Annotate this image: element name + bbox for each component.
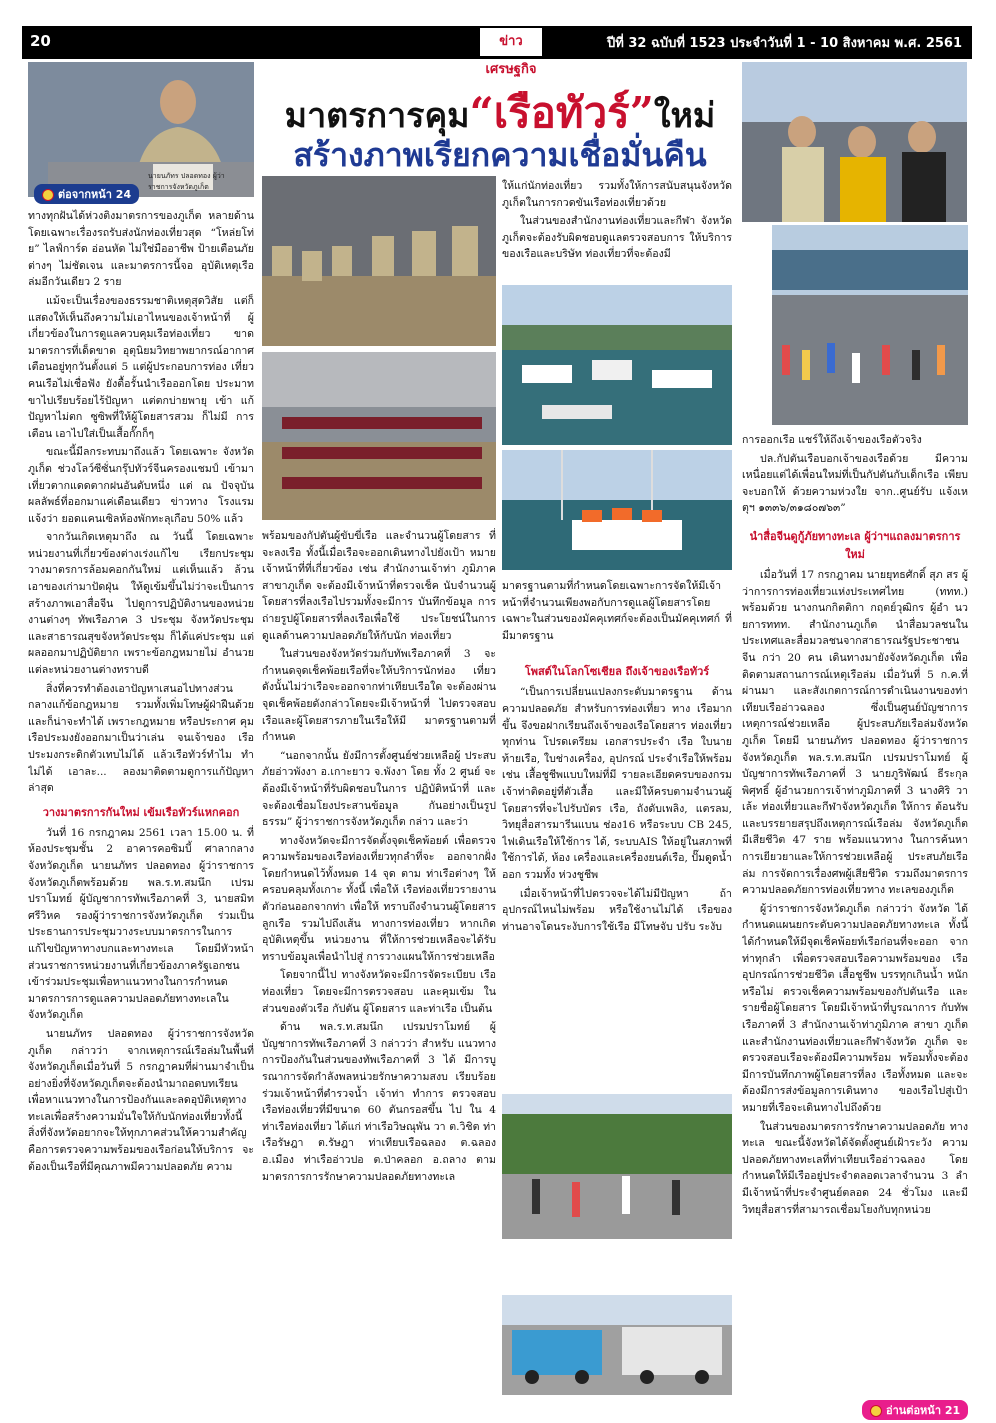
headline-pre: มาตรการคุม	[284, 96, 470, 136]
column-1	[28, 208, 254, 1398]
col3-para: ในส่วนของสำนักงานท่องเที่ยวและกีฬา จังหวัดภูเก็ตจะต้องรับผิดชอบดูแลตรวจสอบการ ให้บริการของเรือและบริษัท ท่องเที่ยวที่จะต้องมี	[502, 215, 732, 261]
col4-para: ปล.กัปตันเรือบอกเจ้าของเรือด้วย มีความ เหนื่อยแต่ได้เพื่อนใหม่ที่เป็นกัปตันกับเด็กเรือ เพียบ จะบอกให้ ด้วยความห่วงใย จาก..ศูนย์รับ แจ้งเหตุฯ ๑๓๓๖/๓๑๘๐๗๖๓”	[742, 452, 968, 515]
col3-para: “เป็นการเปลี่ยนแปลงกระดับมาตรฐาน ด้านความปลอดภัย สำหรับการท่องเที่ยว ทาง เรือมากขึ้น จึงขอฝากเรียนถึงเจ้าของเรือโดยสาร ท่องเที่ยวทุกท่าน โปรดเตรียม เอกสารประจำ เรือ ใบนายท้ายเรือ, ใบช่างเครื่อง, อุปกรณ์ ประจำเรือให้พร้อม เช่น เสื้อชูชีพแบบใหม่ที่มี รายละเอียดครบของกรมเจ้าท่าติดอยู่ที่ตัวเสื้อ และมีให้ครบตามจำนวนผู้โดยสารที่จะไปรับบัตร เรือ, ถังดับเพลิง, แตรลม, วิทยุสื่อสารมารีนแบน ช่อง16 หรือระบบ CB 245, ไฟเดินเรือให้ใช้การ ได้, ระบบAIS ให้อยู่ในสภาพที่ใช้การได้, ห้อง เครื่องและเครื่องยนต์เรือ, ปั๊มดูดน้ำออก รวมทั้ง ห่วงชูชีพ	[502, 686, 732, 881]
col4-para: ในส่วนของมาตรการรักษาความปลอดภัย ทางทะเล ขณะนี้จังหวัดได้จัดตั้งศูนย์เฝ้าระวัง ความปลอดภัยทางทะเลที่ท่าเทียบเรืออ่าวฉลอง โดยกำหนดให้มีเรืออยู่ประจำตลอดเวลาจำนวน 3 ลำ มีเจ้าหน้าที่ประจำศูนย์ตลอด 24 ชั่วโมง และมีวิทยุสื่อสารที่สามารถเชื่อมโยงกับทุกหน่วย	[742, 1120, 968, 1216]
issue-info: ปีที่ 32 ฉบับที่ 1523 ประจำวันที่ 1 - 10 สิงหาคม พ.ศ. 2561	[607, 36, 962, 51]
col1-para: ขณะนี้มีลกระทบมาถึงแล้ว โดยเฉพาะ จังหวัดภูเก็ต ช่วงโลว์ซีซั่นกรุ๊ปทัวร์จีนครองแชมป์ เข้ามาเที่ยวตากแดดตากฝนอันดับหนึ่ง แต่ ณ ปัจจุบันผลลัพธ์ที่ออกมาแค่เดือนเดียว ข่าวทาง โรงแรมแจ้งว่า ยอดแคนเซิลห้องพักทะลุเกือบ 50% แล้ว	[28, 446, 254, 525]
meeting-illustration	[262, 176, 496, 346]
continued-from-text: ต่อจากหน้า 24	[58, 188, 132, 201]
col4-para: ผู้ว่าราชการจังหวัดภูเก็ต กล่าวว่า จังหวัด ได้กำหนดแผนยกระดับความปลอดภัยทางทะเล ทั้งนี้ได้กำหนดให้มีจุดเช็คพ้อยท์เรือก่อนที่จะออก จากท่าทุกลำ เพื่อตรวจสอบเรือความพร้อมของ เรือ อุปกรณ์การช่วยชีวิต เสื้อชูชีพ บรรทุกเกินน้ำ หนักหรือไม่ ตรวจเช็คความพร้อมของกัปตันเรือ และรายชื่อผู้โดยสาร โดยมีเจ้าหน้าที่บูรณาการ กับทัพเรือภาคที่ 3 สำนักงานเจ้าท่าภูมิภาค สาขา ภูเก็ต และสำนักงานท่องเที่ยวและกีฬาจังหวัด ภูเก็ต จะตรวจสอบเรือจะต้องมีความพร้อม พร้อมทั้งจะต้องมีการบันทึกภาพผู้โดยสารที่ลง เรือทั้งหมด และจะต้องมีการส่งข้อมูลการเดินทาง ของเรือไปสู่เป้าหมายที่เรือจะเดินทางไปถึงด้วย	[742, 902, 968, 1114]
col2-para: ในส่วนของจังหวัดร่วมกับทัพเรือภาคที่ 3 จะกำหนดจุดเช็คพ้อยเรือที่จะให้บริการนักท่อง เที่ยว ดังนั้นไม่ว่าเรือจะออกจากท่าเทียบเรือใด จะต้องผ่านจุดเช็คพ้อยดังกล่าวโดยจะมีเจ้าหน้าที่ ไปตรวจสอบเรือและผู้โดยสารภายในเรือให้มี มาตรฐานตามที่กำหนด	[262, 648, 496, 744]
column-3-mid	[502, 578, 732, 1088]
col2-para: โดยจากนี้ไป ทางจังหวัดจะมีการจัดระเบียบ เรือท่องเที่ยว โดยจะมีการตรวจสอบ และคุมเข้ม ในส่วนของตัวเรือ กัปตัน ผู้โดยสาร และท่าเรือ เป็นต้น	[262, 969, 496, 1015]
headline-emphasis: “เรือทัวร์”	[469, 88, 654, 137]
col1-subhead: วางมาตรการกันใหม่ เข้มเรือทัวร์แหกคอก	[42, 805, 240, 819]
col2-para: ด้าน พล.ร.ท.สมนึก เปรมปราโมทย์ ผู้ บัญชาการทัพเรือภาคที่ 3 กล่าวว่า สำหรับ แนวทางการป้องกันในส่วนของทัพเรือภาคที่ 3 ได้ มีการบูรณาการจัดกำลังพลหน่วยรักษาความสงบ เรียบร้อย ร่วมเจ้าหน้าที่ตำรวจน้ำ เจ้าท่า ทำการ ตรวจสอบเรือท่องเที่ยวที่มีขนาด 60 ตันกรอสขึ้น ไป ใน 4 ท่าเรือท่องเที่ยว ได้แก่ ท่าเรือวิษณุพัน วา ต.วิชิต ท่าเรือรัษฎา ต.รัษฎา ท่าเทียบเรือฉลอง ต.ฉลอง อ.เมือง ท่าเรืออ่าวปอ ต.ป่าคลอก อ.ถลาง ตามมาตรการการรักษาความปลอดภัยทางทะเล	[262, 1021, 496, 1183]
meeting-hall-illustration	[262, 352, 496, 520]
header-bar	[22, 26, 972, 77]
col2-para: พร้อมของกัปตันผู้ขับขี่เรือ และจำนวนผู้โดยสาร ที่จะลงเรือ ทั้งนี้เมื่อเรือจะออกเดินทางไปยังเป้า หมายเจ้าหน้าที่ที่เกี่ยวข้อง เช่น สำนักงานเจ้าท่า ภูมิภาคสาขาภูเก็ต จะต้องมีเจ้าหน้าที่ตรวจเช็ค นับจำนวนผู้โดยสารที่ลงเรือไปรวมทั้งจะมีการ บันทึกข้อมูล การถ่ายรูปผู้โดยสารที่ลงเรือเพื่อใช้ ประโยชน์ในการดูแลด้านความปลอดภัยให้กับนัก ท่องเที่ยว	[262, 530, 496, 642]
continued-to-label	[862, 1400, 968, 1420]
page-number: 20	[30, 32, 51, 50]
bullet-icon	[42, 189, 54, 201]
tourists-illustration	[502, 1094, 732, 1239]
col1-para: แม้จะเป็นเรื่องของธรรมชาติเหตุสุดวิสัย แต่ก็แสดงให้เห็นถึงความไม่เอาไหนของเจ้าหน้าที่ ผู้เกี่ยวข้องในการดูแลควบคุมเรือท่องเที่ยว ขาด มาตรการที่เด็ดขาด อุตุนิยมวิทยาพยากรณ์อากาศ เตือนอยู่ทุกวันตั้งแต่ 5 แต่ผู้ประกอบการท่อง เที่ยว คนเรือไม่เชื่อฟัง ยังตื้อรั้นนำเรือออกโดย ประมาท ขาไปเรียบร้อยไร้ปัญหา แต่ตกบ่ายพายุ เข้า แก้ปัญหาไม่ตก ซูซิพที่ให้ผู้โดยสารสวม ก็ไม่มี การเตือน เอาไปใส่เป็นเสื้อกั๊กก็ๆ	[28, 294, 254, 440]
column-3-top	[502, 178, 732, 278]
col2-para: “นอกจากนั้น ยังมีการตั้งศูนย์ช่วยเหลือผู้ ประสบภัยอ่าวพังงา อ.เกาะยาว จ.พังงา โดย ทั้ง 2 ศูนย์ จะต้องมีเจ้าหน้าที่รับผิดชอบในการ ปฏิบัติหน้าที่ และจะต้องเชื่อมโยงประสานข้อมูล กันอย่างเป็นรูปธรรม” ผู้ว่าราชการจังหวัดภูเก็ต กล่าว และว่า	[262, 749, 496, 829]
col3-para: มาตรฐานตามที่กำหนดโดยเฉพาะการจัดให้มีเจ้า หน้าที่จำนวนเพียงพอกับการดูแลผู้โดยสารโดย เฉพาะในส่วนของมัคคุเทศก์จะต้องเป็นมัคคุเทศก์ ที่มีมาตรฐาน	[502, 580, 732, 642]
photo-meeting-2	[262, 352, 496, 520]
col4-subhead: นำสื่อจีนดูกู้ภัยทางทะเล ผู้ว่าฯแถลงมาตรการใหม่	[749, 529, 961, 561]
photo-marina-1	[502, 285, 732, 445]
photo-pier-crowd	[772, 225, 968, 425]
col4-para: การออกเรือ แชร์ให้ถึงเจ้าของเรือตัวจริง	[742, 434, 922, 446]
column-2	[262, 528, 496, 1398]
headline-line2: สร้างภาพเรียกความเชื่อมั่นคืน	[293, 136, 707, 174]
photo-tourists-street	[502, 1094, 732, 1239]
photo-officials-pier	[742, 62, 967, 222]
col3-para: เมื่อเจ้าหน้าที่ไปตรวจจะได้ไม่มีปัญหา ถ้า อุปกรณ์ไหนไม่พร้อม หรือใช้งานไม่ได้ เรือของ ท่านอาจโดนระงับการใช้เรือ มีโทษจับ ปรับ ระงับ	[502, 887, 732, 933]
col1-para: วันที่ 16 กรกฎาคม 2561 เวลา 15.00 น. ที่ห้องประชุมชั้น 2 อาคารคอซิมบี้ ศาลากลาง จังหวัดภูเก็ต นายนภัทร ปลอดทอง ผู้ว่าราชการ จังหวัดภูเก็ตพร้อมด้วย พล.ร.ท.สมนึก เปรม ปราโมทย์ ผู้บัญชาการทัพเรือภาคที่ 3, นายสมิท ศรีวิหค รองผู้ว่าราชการจังหวัดภูเก็ต ร่วมเป็น ประธานการประชุมวางระบบมาตรการในการ แก้ไขปัญหาทางบกและทางทะเล โดยมีหัวหน้า ส่วนราชการหน่วยงานที่เกี่ยวข้องภาครัฐเอกชน เข้าร่วมประชุมเพื่อหาแนวทางในการกำหนด มาตรการการดูแลความปลอดภัยทางทะเลใน จังหวัดภูเก็ต	[28, 826, 254, 1022]
continued-to-text: อ่านต่อหน้า 21	[886, 1404, 961, 1417]
newspaper-logo: ข่าวเศรษฐกิจ	[480, 28, 542, 56]
col1-para: จากวันเกิดเหตุมาถึง ณ วันนี้ โดยเฉพาะ หน่วยงานที่เกี่ยวข้องต่างเร่งแก้ไข เรียกประชุม วางมาตรการล้อมคอกกันใหม่ แต่เห็นแล้ว ล้วน เอาของเก่ามาปัดฝุ่น ให้ดูเข้มขึ้นไม่ว่าจะเป็นการ สร้างภาพเอาสื่อจีน ไปดูการปฏิบัติงานของหน่วย งานต่างๆ ทัพเรือภาค 3 ประชุม จังหวัดประชุม และสาธารณสุขจังหวัดประชุม ก็ได้แค่ประชุม แต่ผลออกมาปฏิบัติยาก เพราะข้อกฎหมายไม่ อำนวย แต่ละหน่วยงานต่างทราบดี	[28, 531, 254, 677]
photo-governor	[28, 62, 254, 197]
col3-para: ให้แก่นักท่องเที่ยว รวมทั้งให้การสนับสนุนจังหวัด ภูเก็ตในการกวดขันเรือท่องเที่ยวด้วย	[502, 180, 732, 209]
col3-subhead: โพสต์ในโลกโซเชียล ถึงเจ้าของเรือทัวร์	[524, 665, 710, 679]
bullet-icon	[870, 1405, 882, 1417]
officials-illustration	[742, 62, 967, 222]
column-4	[742, 432, 968, 1392]
col4-para: เมื่อวันที่ 17 กรกฎาคม นายยุทธศักดิ์ สุภ สร ผู้ว่าการการท่องเที่ยวแห่งประเทศไทย (ททท.) พร้อมด้วย นางกนกกิตติกา กฤตย์วุฒิกร ผู้อำ นวยการททท. สำนักงานภูเก็ต นำสื่อมวลชนใน ประเทศและสื่อมวลชนจากสาธารณรัฐประชาชน จีน กว่า 20 คน เดินทางมายังจังหวัดภูเก็ต เพื่อ ติดตามสถานการณ์เหตุเรือล่ม เมื่อวันที่ 5 ก.ค.ที่ ผ่านมา และสังเกตการณ์การดำเนินงานของท่า เทียบเรืออ่าวฉลอง ซึ่งเป็นศูนย์บัญชาการ เหตุการณ์ช่วยเหลือ ผู้ประสบภัยเรือล่มจังหวัด ภูเก็ต โดยมี นายนภัทร ปลอดทอง ผู้ว่าราชการ จังหวัดภูเก็ต พล.ร.ท.สมนึก เปรมปราโมทย์ ผู้ บัญชาการทัพเรือภาคที่ 3 นายภูริพัฒน์ ธีระกุล พิศุทธิ์ ผู้อำนวยการเจ้าท่าภูมิภาคที่ 3 นางศิริ วาเล้ะ ท่องเที่ยวและกีฬาจังหวัดภูเก็ต ให้การ ต้อนรับและบรรยายสรุปถึงเหตุการณ์เรือล่ม จังหวัดภูเก็ต มีเสียชีวิต 47 ราย พร้อมแนวทาง ในการค้นหา การเยียวยาและให้การช่วยเหลือผู้ ประสบภัยเรือล่ม การจัดการเรื่องศพผู้เสียชีวิต รวมถึงมาตรการความปลอดภัยการท่องเที่ยวทาง ทะเลของภูเก็ต	[742, 568, 968, 897]
buses-illustration	[502, 1295, 732, 1395]
pier-crowd-illustration	[772, 225, 968, 425]
col1-para: สิ่งที่ควรทำต้องเอาปัญหาเสนอไปทางส่วน กลางแก้ข้อกฎหมาย รวมทั้งเพิ่มโทษผู้ฝ่าฝืนด้วย และก็น่าจะทำได้ เพราะกฎหมาย หรือประกาศ คุมเรือประมงยังออกมาเป็นว่าเล่น จนเจ้าของ เรือประมงกระดิกตัวเทบไม่ได้ แล้วเรือทัวร์ทำไม ทำไม่ได้ เอาละ... ลองมาติดตามดูการแก้ปัญหา ล่าสุด	[28, 682, 254, 795]
photo-caption: นายนภัทร ปลอดทอง ผู้ว่าราชการจังหวัดภูเก็ต	[148, 172, 225, 191]
photo-tour-buses	[502, 1295, 732, 1395]
catamaran-illustration	[502, 450, 732, 570]
headline-post: ใหม่	[653, 96, 716, 136]
photo-meeting-1	[262, 176, 496, 346]
col1-para: นายนภัทร ปลอดทอง ผู้ว่าราชการจังหวัด ภูเก็ต กล่าวว่า จากเหตุการณ์เรือล่มในพื้นที่ จังหวัดภูเก็ตเมื่อวันที่ 5 กรกฎาคมที่ผ่านมาจำเป็น อย่างยิ่งที่จังหวัดภูเก็ตจะต้องนำมาถอดบทเรียน เพื่อหาแนวทางในการป้องกันและลดอุบัติเหตุทาง ทะเลเพื่อสร้างความมั่นใจให้กับนักท่องเที่ยวทั้งนี้ สิ่งที่จังหวัดอยากจะให้ทุกภาคส่วนให้ความสำคัญ คือการตรวจความพร้อมของเรือก่อนให้บริการ จะต้องเป็นเรือที่มีคุณภาพมีความปลอดภัย ความ	[28, 1027, 254, 1173]
col2-para: ทางจังหวัดจะมีการจัดตั้งจุดเช็คพ้อยต์ เพื่อตรวจความพร้อมของเรือท่องเที่ยวทุกลำที่จะ ออกจากฝั่ง โดยกำหนดไว้ทั้งหมด 14 จุด ตาม ท่าเรือต่างๆ ให้ครอบคลุมทั้งเกาะ ทั้งนี้ เพื่อให้ เรือท่องเที่ยวรายงานตัวก่อนออกจากท่า เพื่อให้ ทราบถึงจำนวนผู้โดยสาร ลูกเรือ รวมไปถึงเส้น ทางการท่องเที่ยว หากเกิดอุบัติเหตุขึ้น หน่วยงาน ที่ให้การช่วยเหลือจะได้รับทราบข้อมูลเพื่อนำไปสู่ การวางแผนให้การช่วยเหลือ	[262, 834, 496, 963]
marina-illustration	[502, 285, 732, 445]
continued-from-label	[34, 184, 139, 204]
photo-marina-2	[502, 450, 732, 570]
col1-para: ทางทุกฝันได้ห่วงติงมาตรการของภูเก็ต หลายด้าน โดยเฉพาะเรื่องรถรับส่งนักท่องเที่ยวสุด “โหล่ยโท่ย” ไลฟ์การ์ด อ่อนหัด ไม่ใช่มืออาชีพ ป้ายเตือนภัยต่างๆ ไม่ชัดเจน และมาตรการนี้จอ อุบัติเหตุเรือล่มอีกวันเดียว 2 ราย	[28, 210, 254, 289]
